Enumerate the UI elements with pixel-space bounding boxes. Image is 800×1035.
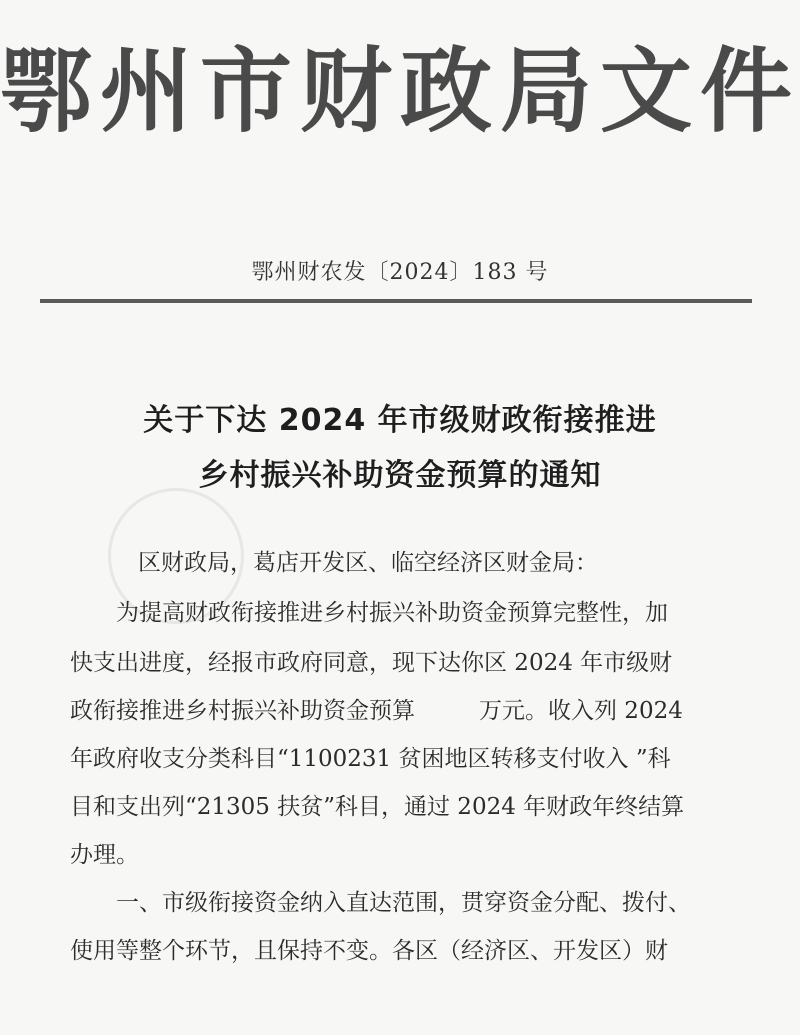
- paragraph-1-line-1: 为提高财政衔接推进乡村振兴补助资金预算完整性，加: [116, 600, 668, 626]
- paragraph-1-line-6: 办理。: [70, 842, 139, 868]
- salutation: 区财政局，葛店开发区、临空经济区财金局：: [138, 550, 598, 576]
- notice-title-line-2: 乡村振兴补助资金预算的通知: [198, 458, 602, 493]
- paragraph-1-line-3: [70, 696, 683, 726]
- document-number: 鄂州财农发〔2024〕183 号: [251, 260, 549, 285]
- paragraph-1-line-5: 目和支出列“21305 扶贫”科目，通过 2024 年财政年终结算: [70, 794, 685, 820]
- header-divider: [40, 299, 752, 303]
- paragraph-2-line-2: 使用等整个环节，且保持不变。各区（经济区、开发区）财: [70, 938, 668, 964]
- paragraph-1-line-3-end: 万元。收入列 2024: [479, 698, 683, 724]
- paragraph-1-line-3-start: 政衔接推进乡村振兴补助资金预算: [70, 698, 415, 724]
- agency-masthead: 鄂州市财政局文件: [0, 38, 800, 145]
- paragraph-1-line-2: 快支出进度，经报市政府同意，现下达你区 2024 年市级财: [70, 650, 673, 676]
- notice-title-line-1: 关于下达 2024 年市级财政衔接推进: [143, 403, 657, 438]
- paragraph-2-line-1: 一、市级衔接资金纳入直达范围，贯穿资金分配、拨付、: [116, 890, 691, 916]
- paragraph-1-line-4: 年政府收支分类科目“1100231 贫困地区转移支付收入 ”科: [70, 746, 671, 772]
